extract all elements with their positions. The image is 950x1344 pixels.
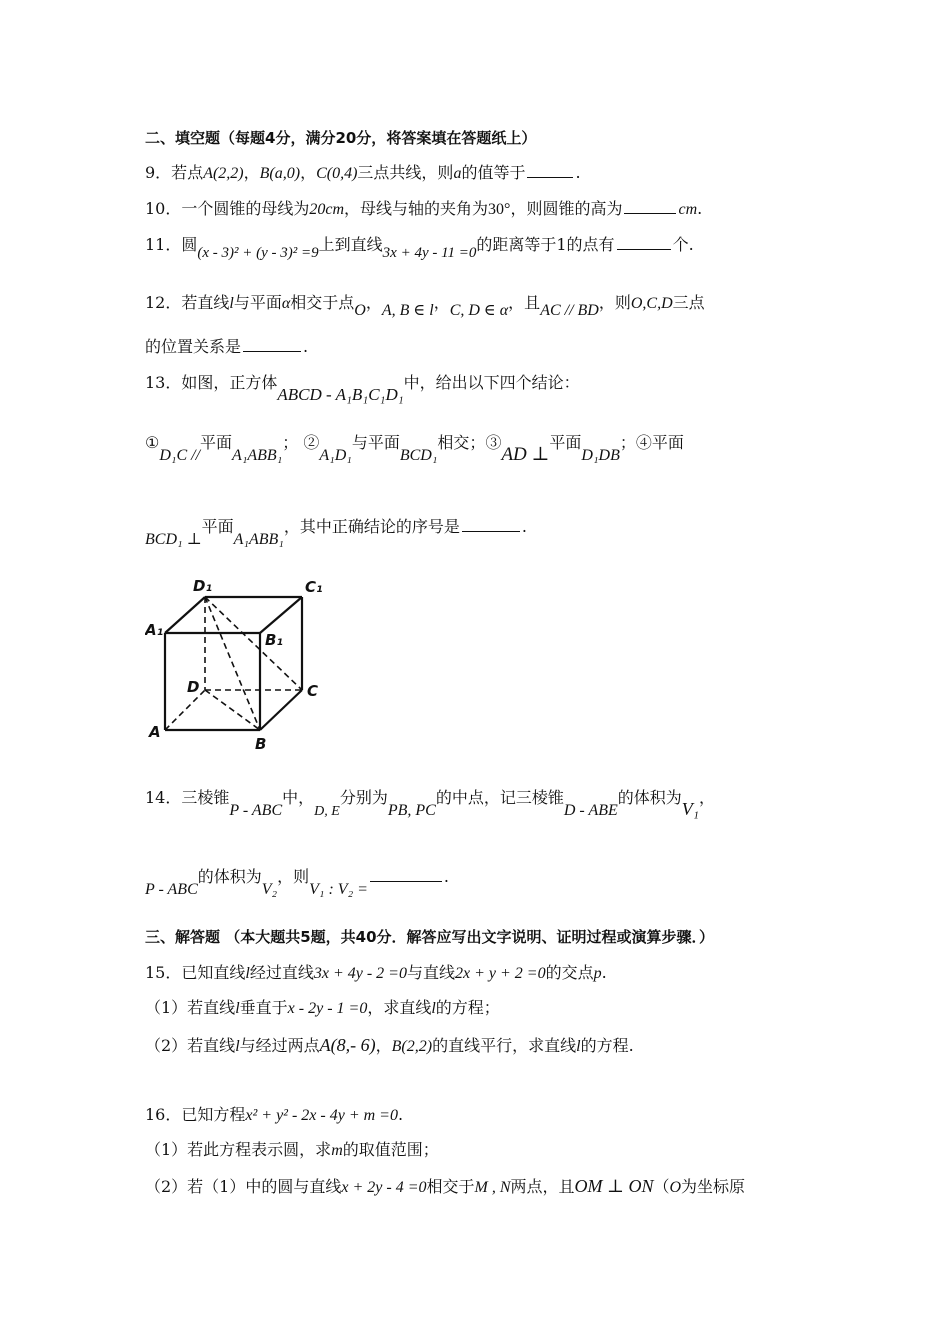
var-l: l [229,295,234,312]
question-15-part-1 [145,997,890,1020]
q15-text: 垂直于 [239,998,288,1017]
question-13-conclusions [145,432,890,465]
unit: cm [678,201,698,218]
section-two-heading [145,127,890,149]
question-12-line-2 [145,336,890,358]
parallel-relation: AC // BD [540,302,599,319]
question-9 [145,162,890,185]
var-l: l [576,1038,581,1055]
segments-pb-pc: PB, PC [387,802,436,819]
answer-blank [370,867,442,882]
conclusion-2-line: A₁D₁ [319,447,352,464]
q14-text: 的中点，记三棱锥 [435,788,564,807]
conclusion-3-math: AD ⊥ [501,444,550,465]
q9-text: 的值等于 [461,163,526,182]
membership-cd: C, D ∈ α [449,302,509,319]
volume-v1: V₁ [681,799,700,819]
answer-blank [243,337,301,352]
label-a1: A₁ [145,621,164,639]
question-13 [145,372,890,404]
q12-text: ，且 [508,293,541,312]
perpendicular-line-equation: x - 2y - 1 =0 [287,1000,368,1017]
q16-text: 为坐标原 [681,1177,746,1196]
conclusion-4-number: ④平面 [635,433,684,452]
pyramid-dabe: D - ABE [563,802,618,819]
q16-text: （ [653,1177,670,1196]
label-d1: D₁ [193,577,213,595]
point-o: O [354,302,366,319]
conclusion-1-math: D₁C // [159,447,201,464]
point-o: O [669,1179,682,1196]
line-equation: 3x + 4y - 11 =0 [382,245,477,261]
conclusion-2-text: 与平面 [351,433,400,452]
q13-text: 中，给出以下四个结论： [403,373,580,392]
question-16-part-2 [145,1175,890,1199]
var-m: m [331,1142,343,1159]
period: . [397,1105,404,1124]
points-mn: M , N [474,1179,511,1196]
sep: ， [300,163,317,182]
point-c: C(0,4) [316,165,358,182]
question-16-part-1 [145,1139,890,1162]
points-de: D, E [314,804,340,819]
conclusion-3-plane: D₁DB [581,447,620,464]
slant-length: 20cm [309,201,345,218]
pyramid-pabc: P - ABC [145,881,198,898]
q11-text: 11．圆 [145,235,198,254]
q14-text: 的体积为 [197,867,262,886]
q12-text: 12．若直线 [145,293,230,312]
q15-text: （2）若直线 [145,1036,236,1055]
question-10 [145,198,890,221]
question-16 [145,1104,890,1127]
point-a: A(2,2) [203,165,244,182]
label-b1: B₁ [265,631,284,649]
volume-v2: V₂ [261,881,278,898]
sep: ， [365,293,382,312]
edge-a1-d1 [165,597,205,633]
q10-text: ，母线与轴的夹角为 [344,199,489,218]
q16-text: 相交于 [426,1177,475,1196]
conclusion-2-text: 相交； [437,433,486,452]
period: . [575,163,581,182]
answer-blank [527,163,573,178]
q12-text: 与平面 [233,293,282,312]
period: . [697,199,703,218]
cube-name: ABCD - A₁B₁C₁D₁ [277,385,404,404]
label-c1: C₁ [305,578,323,596]
q9-text: 9．若点 [145,163,204,182]
question-14 [145,786,890,819]
q14-text: 中， [282,788,315,807]
period: . [601,963,607,982]
q14-text: 14．三棱锥 [145,788,230,807]
label-a: A [149,723,161,741]
label-d: D [187,678,200,696]
point-a: A(8,- 6) [319,1035,376,1055]
period: . [303,337,309,356]
conclusion-1-number: ① [145,433,160,452]
q9-text: 三点共线，则 [357,163,454,182]
var-l: l [431,1000,436,1017]
q13-text: ，其中正确结论的序号是 [283,517,460,536]
sep: ； [619,433,636,452]
q16-text: （2）若（1）中的圆与直线 [145,1177,342,1196]
q15-text: ，求直线 [367,998,432,1017]
period: . [521,517,527,536]
heading-text: 三、解答题 （本大题共5题，共40分．解答应写出文字说明、证明过程或演算步骤．） [145,928,715,946]
answer-blank [617,235,671,250]
question-15 [145,962,890,985]
q12-text: 的位置关系是 [145,337,242,356]
line-1-equation: 3x + 4y - 2 =0 [313,965,407,982]
q12-text: 相交于点 [290,293,355,312]
question-12 [145,292,890,319]
line-2-equation: 2x + y + 2 =0 [454,965,546,982]
q16-text: （1）若此方程表示圆，求 [145,1140,332,1159]
q14-text: ，则 [277,867,310,886]
label-c: C [307,682,319,700]
conclusion-4-math: BCD₁ ⊥ [145,531,202,548]
q10-text: 10．一个圆锥的母线为 [145,199,310,218]
sep: ， [243,163,260,182]
q15-text: 的交点 [545,963,594,982]
q15-text: 15．已知直线 [145,963,246,982]
point-b: B(2,2) [391,1038,433,1055]
conclusion-1-plane: A₁ABB₁ [232,447,283,464]
conclusion-4-plane: A₁ABB₁ [233,531,284,548]
conclusion-3-number: ③ [485,433,502,452]
answer-blank [624,199,676,214]
q15-text: 与经过两点 [239,1036,320,1055]
sep: ； [282,433,299,452]
question-13-line-3 [145,516,890,548]
conclusion-2-number: ② [303,433,320,452]
q15-text: 经过直线 [249,963,314,982]
edge-a-d [165,690,205,730]
question-11 [145,234,890,261]
q14-text: 分别为 [339,788,388,807]
membership-ab: A, B ∈ l [381,302,434,319]
edge-b-c [260,690,302,730]
q15-text: 的方程； [435,998,500,1017]
q15-text: 与直线 [406,963,455,982]
conclusion-4-text: 平面 [201,517,234,536]
q12-text: ，则 [598,293,631,312]
sep: ， [375,1036,392,1055]
sep: ， [699,788,716,807]
circle-equation: (x - 3)² + (y - 3)² =9 [197,245,319,261]
point-b: B(a,0) [259,165,301,182]
conclusion-1-text: 平面 [200,433,233,452]
cube-figure [145,575,330,755]
question-15-part-2 [145,1034,890,1058]
q16-text: 两点，且 [510,1177,575,1196]
q15-text: 的直线平行，求直线 [432,1036,577,1055]
q12-text: 三点 [672,293,705,312]
line-equation: x + 2y - 4 =0 [341,1179,427,1196]
var-alpha: α [281,295,291,312]
perpendicular-relation: OM ⊥ ON [574,1176,654,1196]
q10-text: ，则圆锥的高为 [510,199,623,218]
var-l: l [235,1000,240,1017]
period: . [443,867,450,886]
points-ocd: O,C,D [630,295,673,312]
q11-end: 个. [672,235,694,254]
q11-text: 的距离等于1的点有 [476,235,615,254]
point-p: p [593,965,602,982]
diag-d1-c [205,597,302,690]
heading-text: 二、填空题（每题4分，满分20分，将答案填在答题纸上） [145,129,537,147]
q16-text: 16．已知方程 [145,1105,246,1124]
section-three-heading [145,926,890,948]
question-14-line-2 [145,866,890,898]
sep: ， [433,293,450,312]
q14-text: 的体积为 [617,788,682,807]
pyramid-pabc: P - ABC [229,802,283,819]
var-l: l [245,965,250,982]
q11-text: 上到直线 [318,235,383,254]
q13-text: 13．如图，正方体 [145,373,278,392]
circle-general-equation: x² + y² - 2x - 4y + m =0 [245,1107,398,1124]
q16-text: 的取值范围； [342,1140,439,1159]
var-l: l [235,1038,240,1055]
conclusion-3-text: 平面 [549,433,582,452]
q15-text: 的方程. [580,1036,634,1055]
q15-text: （1）若直线 [145,998,236,1017]
edge-b1-c1 [260,597,302,633]
volume-ratio: V₁ : V₂ = [309,881,368,898]
label-b: B [255,735,267,753]
answer-blank [462,517,520,532]
angle: 30° [488,201,511,218]
var-a: a [453,165,462,182]
conclusion-2-plane: BCD₁ [399,447,438,464]
